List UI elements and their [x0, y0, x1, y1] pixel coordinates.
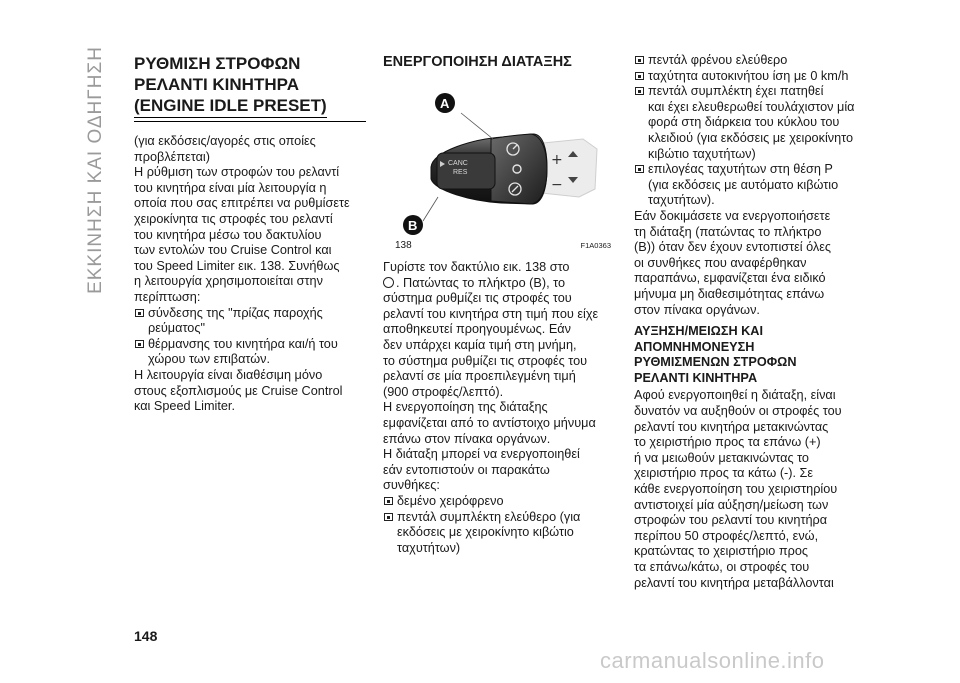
text-line: τα επάνω/κάτω, οι στροφές του [634, 560, 810, 574]
plus-symbol: + [551, 152, 563, 168]
bullet-list [383, 494, 615, 556]
text-line: στον πίνακα οργάνων. [634, 302, 760, 317]
bullet-item [634, 162, 884, 209]
title-line: ΡΥΘΜΙΣΗ ΣΤΡΟΦΩΝ [134, 54, 301, 73]
bullet-text: πεντάλ συμπλέκτη έχει πατηθεί [648, 84, 824, 99]
paragraph [134, 134, 366, 306]
bullet-text: κλειδιού (για εκδόσεις με χειροκίνητο [648, 130, 854, 145]
title-line: ΡΕΛΑΝΤΙ ΚΙΝΗΤΗΡΑ [134, 75, 299, 94]
bullet-text: πεντάλ συμπλέκτη ελεύθερο (για [397, 509, 581, 524]
text-line: σύστημα ρυθμίζει τις στροφές του [383, 291, 572, 306]
text-line: (900 στροφές/λεπτό). [383, 384, 504, 399]
page-number: 148 [134, 628, 158, 644]
text-line: στροφών του ρελαντί του κινητήρα [634, 513, 828, 528]
figure-code: F1A0363 [580, 241, 611, 251]
text-line: Η λειτουργία είναι διαθέσιμη μόνο [134, 367, 323, 382]
text-line: εμφανίζεται από το αντίστοιχο μήνυμα [383, 415, 596, 430]
checkbox-bullet-icon [635, 56, 644, 64]
text-line: συνθήκες: [383, 478, 440, 493]
text-line: δεν υπάρχει καμία τιμή στη μνήμη, [383, 337, 577, 352]
text-line: του κινητήρα μέσω του δακτυλίου [134, 227, 322, 242]
footer-watermark: carmanualsonline.info [600, 648, 825, 673]
text-line: Αφού ενεργοποιηθεί η διάταξη, είναι [634, 388, 836, 403]
text-line: ΑΠΟΜΝΗΜΟΝΕΥΣΗ [634, 339, 755, 354]
text-line: δυνατόν να αυξηθούν οι στροφές του [634, 404, 842, 419]
text-line: ρελαντί του κινητήρα μετακινώντας [634, 419, 829, 434]
bullet-text: κιβώτιο ταχυτήτων) [648, 146, 756, 161]
text-line: προβλέπεται) [134, 149, 210, 164]
text-line: ρελαντί του κινητήρα μεταβάλλονται [634, 575, 834, 590]
checkbox-bullet-icon [635, 72, 644, 80]
text-line: ΑΥΞΗΣΗ/ΜΕΙΩΣΗ ΚΑΙ [634, 324, 763, 339]
text-line: (για εκδόσεις/αγορές στις οποίες [134, 134, 316, 148]
bullet-text: και έχει ελευθερωθεί τουλάχιστον μία [648, 99, 855, 114]
text-line: αποθηκευτεί προηγουμένως. Εάν [383, 322, 571, 337]
text-line: χειριστήριο προς τα κάτω (-). Σε [634, 466, 814, 481]
checkbox-bullet-icon [635, 165, 644, 173]
text-line: οι συνθήκες που αναφέρθηκαν [634, 255, 807, 270]
bullet-text: φορά στη διάρκεια του κύκλου του [648, 115, 840, 130]
bullet-list [634, 53, 884, 209]
text-line: κάθε ενεργοποίηση του χειριστηρίου [634, 482, 838, 497]
text-line: Η διάταξη μπορεί να ενεργοποιηθεί [383, 447, 580, 462]
side-tab [78, 40, 114, 300]
paragraph [383, 291, 615, 494]
text-line: ή να μειωθούν μετακινώντας το [634, 450, 809, 465]
text-line: και Speed Limiter. [134, 399, 235, 414]
paragraph [634, 388, 884, 591]
callout-b-label: B [408, 218, 418, 233]
text-line: . Πατώντας το πλήκτρο (B), το [396, 275, 566, 290]
ring-position-icon [383, 277, 394, 288]
text-line: ρελαντί του κινητήρα στη τιμή που είχε [383, 306, 599, 321]
text-line: κρατώντας το χειριστήριο προς [634, 544, 809, 559]
checkbox-bullet-icon [135, 309, 144, 317]
bullet-item [383, 494, 615, 510]
text-line: ΡΥΘΜΙΣΜΕΝΩΝ ΣΤΡΟΦΩΝ [634, 355, 797, 370]
bullet-item [634, 69, 884, 85]
text-line: περίπτωση: [134, 289, 201, 304]
bullet-text: εκδόσεις με χειροκίνητο κιβώτιο [397, 525, 574, 540]
bullet-text: σύνδεσης της "πρίζας παροχής [148, 305, 323, 320]
text-line: ΡΕΛΑΝΤΙ ΚΙΝΗΤΗΡΑ [634, 370, 758, 385]
checkbox-bullet-icon [635, 87, 644, 95]
figure-138 [383, 79, 615, 254]
text-line: επάνω στον πίνακα οργάνων. [383, 431, 551, 446]
bullet-item [134, 337, 366, 368]
text-line: το χειριστήριο προς τα επάνω (+) [634, 435, 821, 450]
bullet-text: ταχυτήτων) [397, 540, 461, 555]
stalk-illustration [383, 79, 615, 239]
bullet-text: χώρου των επιβατών. [148, 352, 271, 367]
text-line: εάν εντοπιστούν οι παρακάτω [383, 462, 550, 477]
text-line: των εντολών του Cruise Control και [134, 243, 332, 258]
text-line: οποία που σας επιτρέπει να ρυθμίσετε [134, 196, 350, 211]
text-line: το σύστημα ρυθμίζει τις στροφές του [383, 353, 588, 368]
text-line: στους εξοπλισμούς με Cruise Control [134, 383, 343, 398]
text-line: παραπάνω, εμφανίζεται ένα ειδικό [634, 271, 826, 286]
checkbox-bullet-icon [135, 340, 144, 348]
column-1 [134, 53, 366, 415]
bullet-item [134, 306, 366, 337]
section-title-adjust [634, 324, 884, 386]
text-line: Γυρίστε τον δακτύλιο εικ. 138 στο [383, 260, 570, 274]
text-line: αντιστοιχεί μία αύξηση/μείωση των [634, 497, 829, 512]
bullet-list [134, 306, 366, 368]
text-line: η λειτουργία χρησιμοποιείται στην [134, 274, 323, 289]
text-line: του Speed Limiter εικ. 138. Συνήθως [134, 258, 340, 273]
side-tab-label: ΕΚΚΙΝΗΣΗ ΚΑΙ ΟΔΗΓΗΣΗ [85, 46, 106, 294]
title-rule [134, 121, 366, 122]
checkbox-bullet-icon [384, 513, 393, 521]
bullet-item [634, 84, 884, 162]
checkbox-bullet-icon [384, 497, 393, 505]
figure-number: 138 [395, 240, 412, 252]
bullet-text: πεντάλ φρένου ελεύθερο [648, 53, 788, 67]
text-line: τη διάταξη (πατώντας το πλήκτρο [634, 224, 822, 239]
res-label: RES [453, 169, 468, 176]
text-line: Η ενεργοποίηση της διάταξης [383, 400, 548, 415]
column-3 [634, 53, 884, 591]
bullet-text: δεμένο χειρόφρενο [397, 493, 504, 508]
minus-symbol: − [551, 177, 563, 193]
bullet-text: θέρμανσης του κινητήρα και/ή του [148, 336, 338, 351]
text-line: χειροκίνητα τις στροφές του ρελαντί [134, 211, 333, 226]
paragraph [134, 368, 366, 415]
canc-label: CANC [448, 160, 468, 167]
text-line: του κινητήρα είναι μία λειτουργία η [134, 180, 327, 195]
paragraph [634, 209, 884, 318]
title-line: (ENGINE IDLE PRESET) [134, 95, 327, 118]
text-line: (B)) όταν δεν έχουν εντοπιστεί όλες [634, 240, 832, 255]
bullet-text: επιλογέας ταχυτήτων στη θέση P [648, 162, 833, 177]
text-line: Εάν δοκιμάσετε να ενεργοποιήσετε [634, 208, 831, 223]
bullet-text: ρεύματος" [148, 321, 205, 336]
bullet-text: ταχυτήτων). [648, 193, 715, 208]
bullet-item [383, 510, 615, 557]
bullet-item [634, 53, 884, 69]
callout-a-label: A [440, 96, 450, 111]
column-2 [383, 53, 615, 556]
section-title-activation: ΕΝΕΡΓΟΠΟΙΗΣΗ ΔΙΑΤΑΞΗΣ [383, 54, 572, 70]
section-title-idle-preset [134, 53, 366, 118]
text-line: Η ρύθμιση των στροφών του ρελαντί [134, 165, 340, 180]
bullet-text: ταχύτητα αυτοκινήτου ίση με 0 km/h [648, 68, 849, 83]
text-line: ρελαντί σε μία προεπιλεγμένη τιμή [383, 369, 576, 384]
text-line: περίπου 50 στροφές/λεπτό, ενώ, [634, 528, 819, 543]
bullet-text: (για εκδόσεις με αυτόματο κιβώτιο [648, 177, 839, 192]
text-line: μήνυμα μη διαθεσιμότητας επάνω [634, 286, 825, 301]
